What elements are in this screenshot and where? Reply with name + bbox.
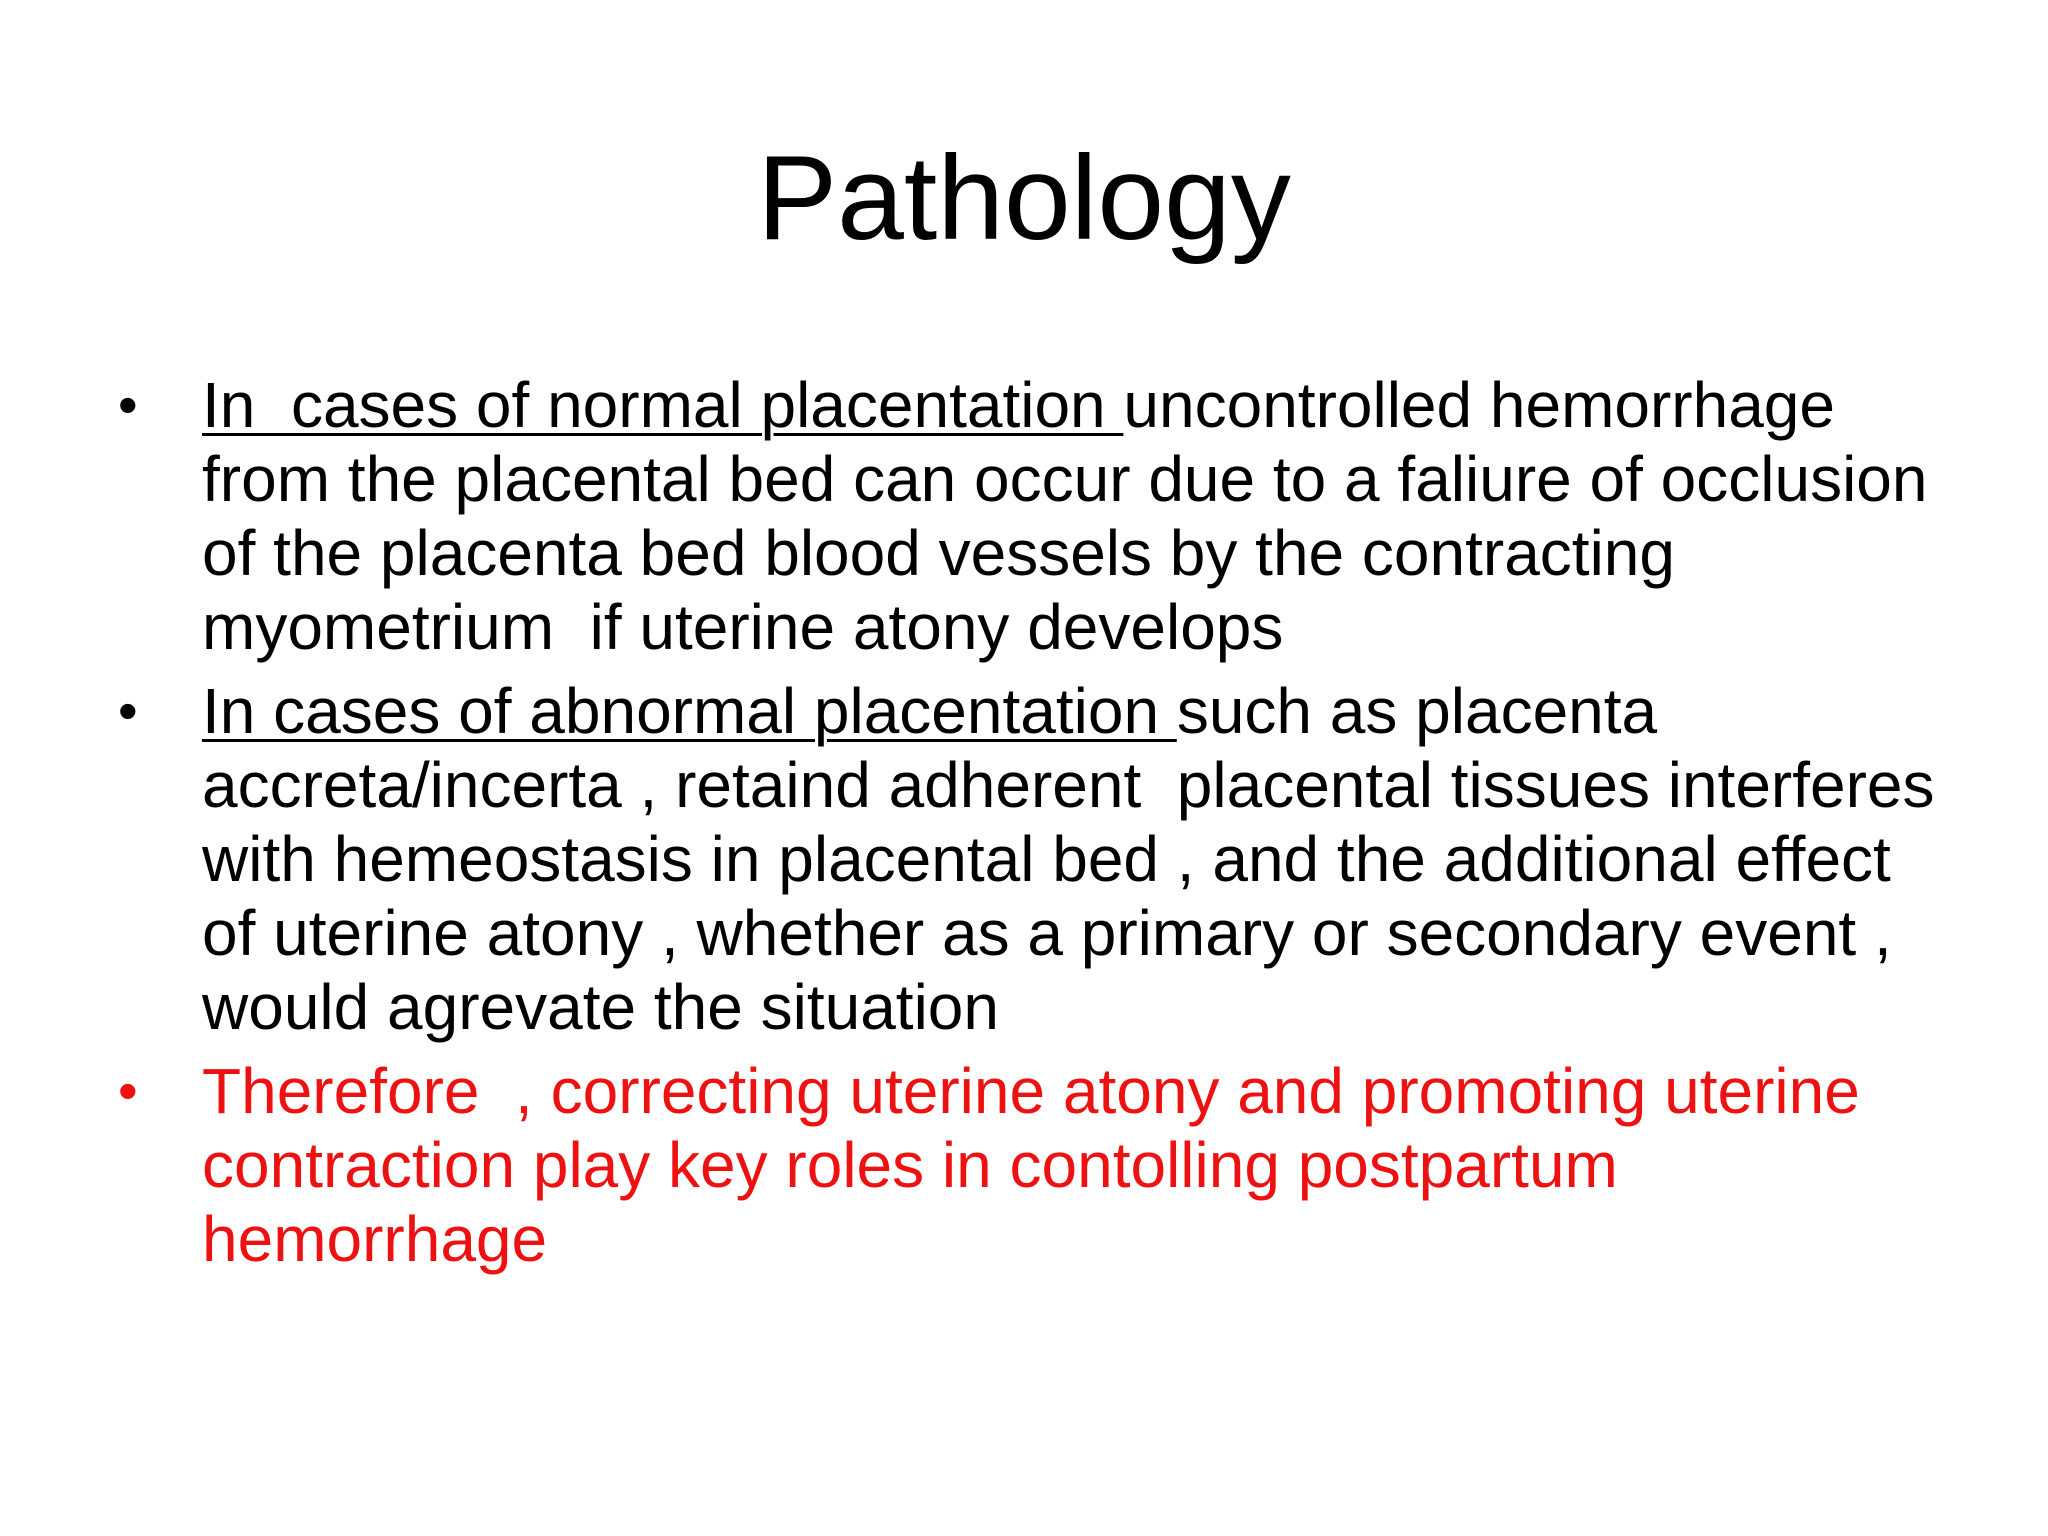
bullet-text: Therefore , correcting uterine atony and promoting uterine contraction play key roles in contolling postpartum hemorrhage	[202, 1055, 1878, 1275]
bullet-list	[118, 368, 1958, 1286]
slide-title: Pathology	[757, 131, 1291, 265]
bullet-item-normal-placentation	[118, 368, 1958, 664]
bullet-lead-underlined: In cases of normal placentation	[202, 369, 1124, 441]
bullet-marker: •	[118, 1059, 138, 1122]
bullet-marker: •	[118, 373, 138, 436]
bullet-item-conclusion	[118, 1054, 1958, 1276]
bullet-text: uncontrolled hemorrhage from the placental bed can occur due to a faliure of occlusion of the placenta bed blood vessels by the contracting myometrium if uterine atony develops	[202, 369, 1946, 663]
bullet-item-abnormal-placentation	[118, 674, 1958, 1044]
bullet-marker: •	[118, 679, 138, 742]
bullet-text: such as placenta accreta/incerta , retaind adherent placental tissues interferes with hemeostasis in placental bed , and the additional effect of uterine atony , whether as a primary or secondary event , would agrevate the situation	[202, 675, 1953, 1043]
bullet-lead-underlined: In cases of abnormal placentation	[202, 675, 1177, 747]
